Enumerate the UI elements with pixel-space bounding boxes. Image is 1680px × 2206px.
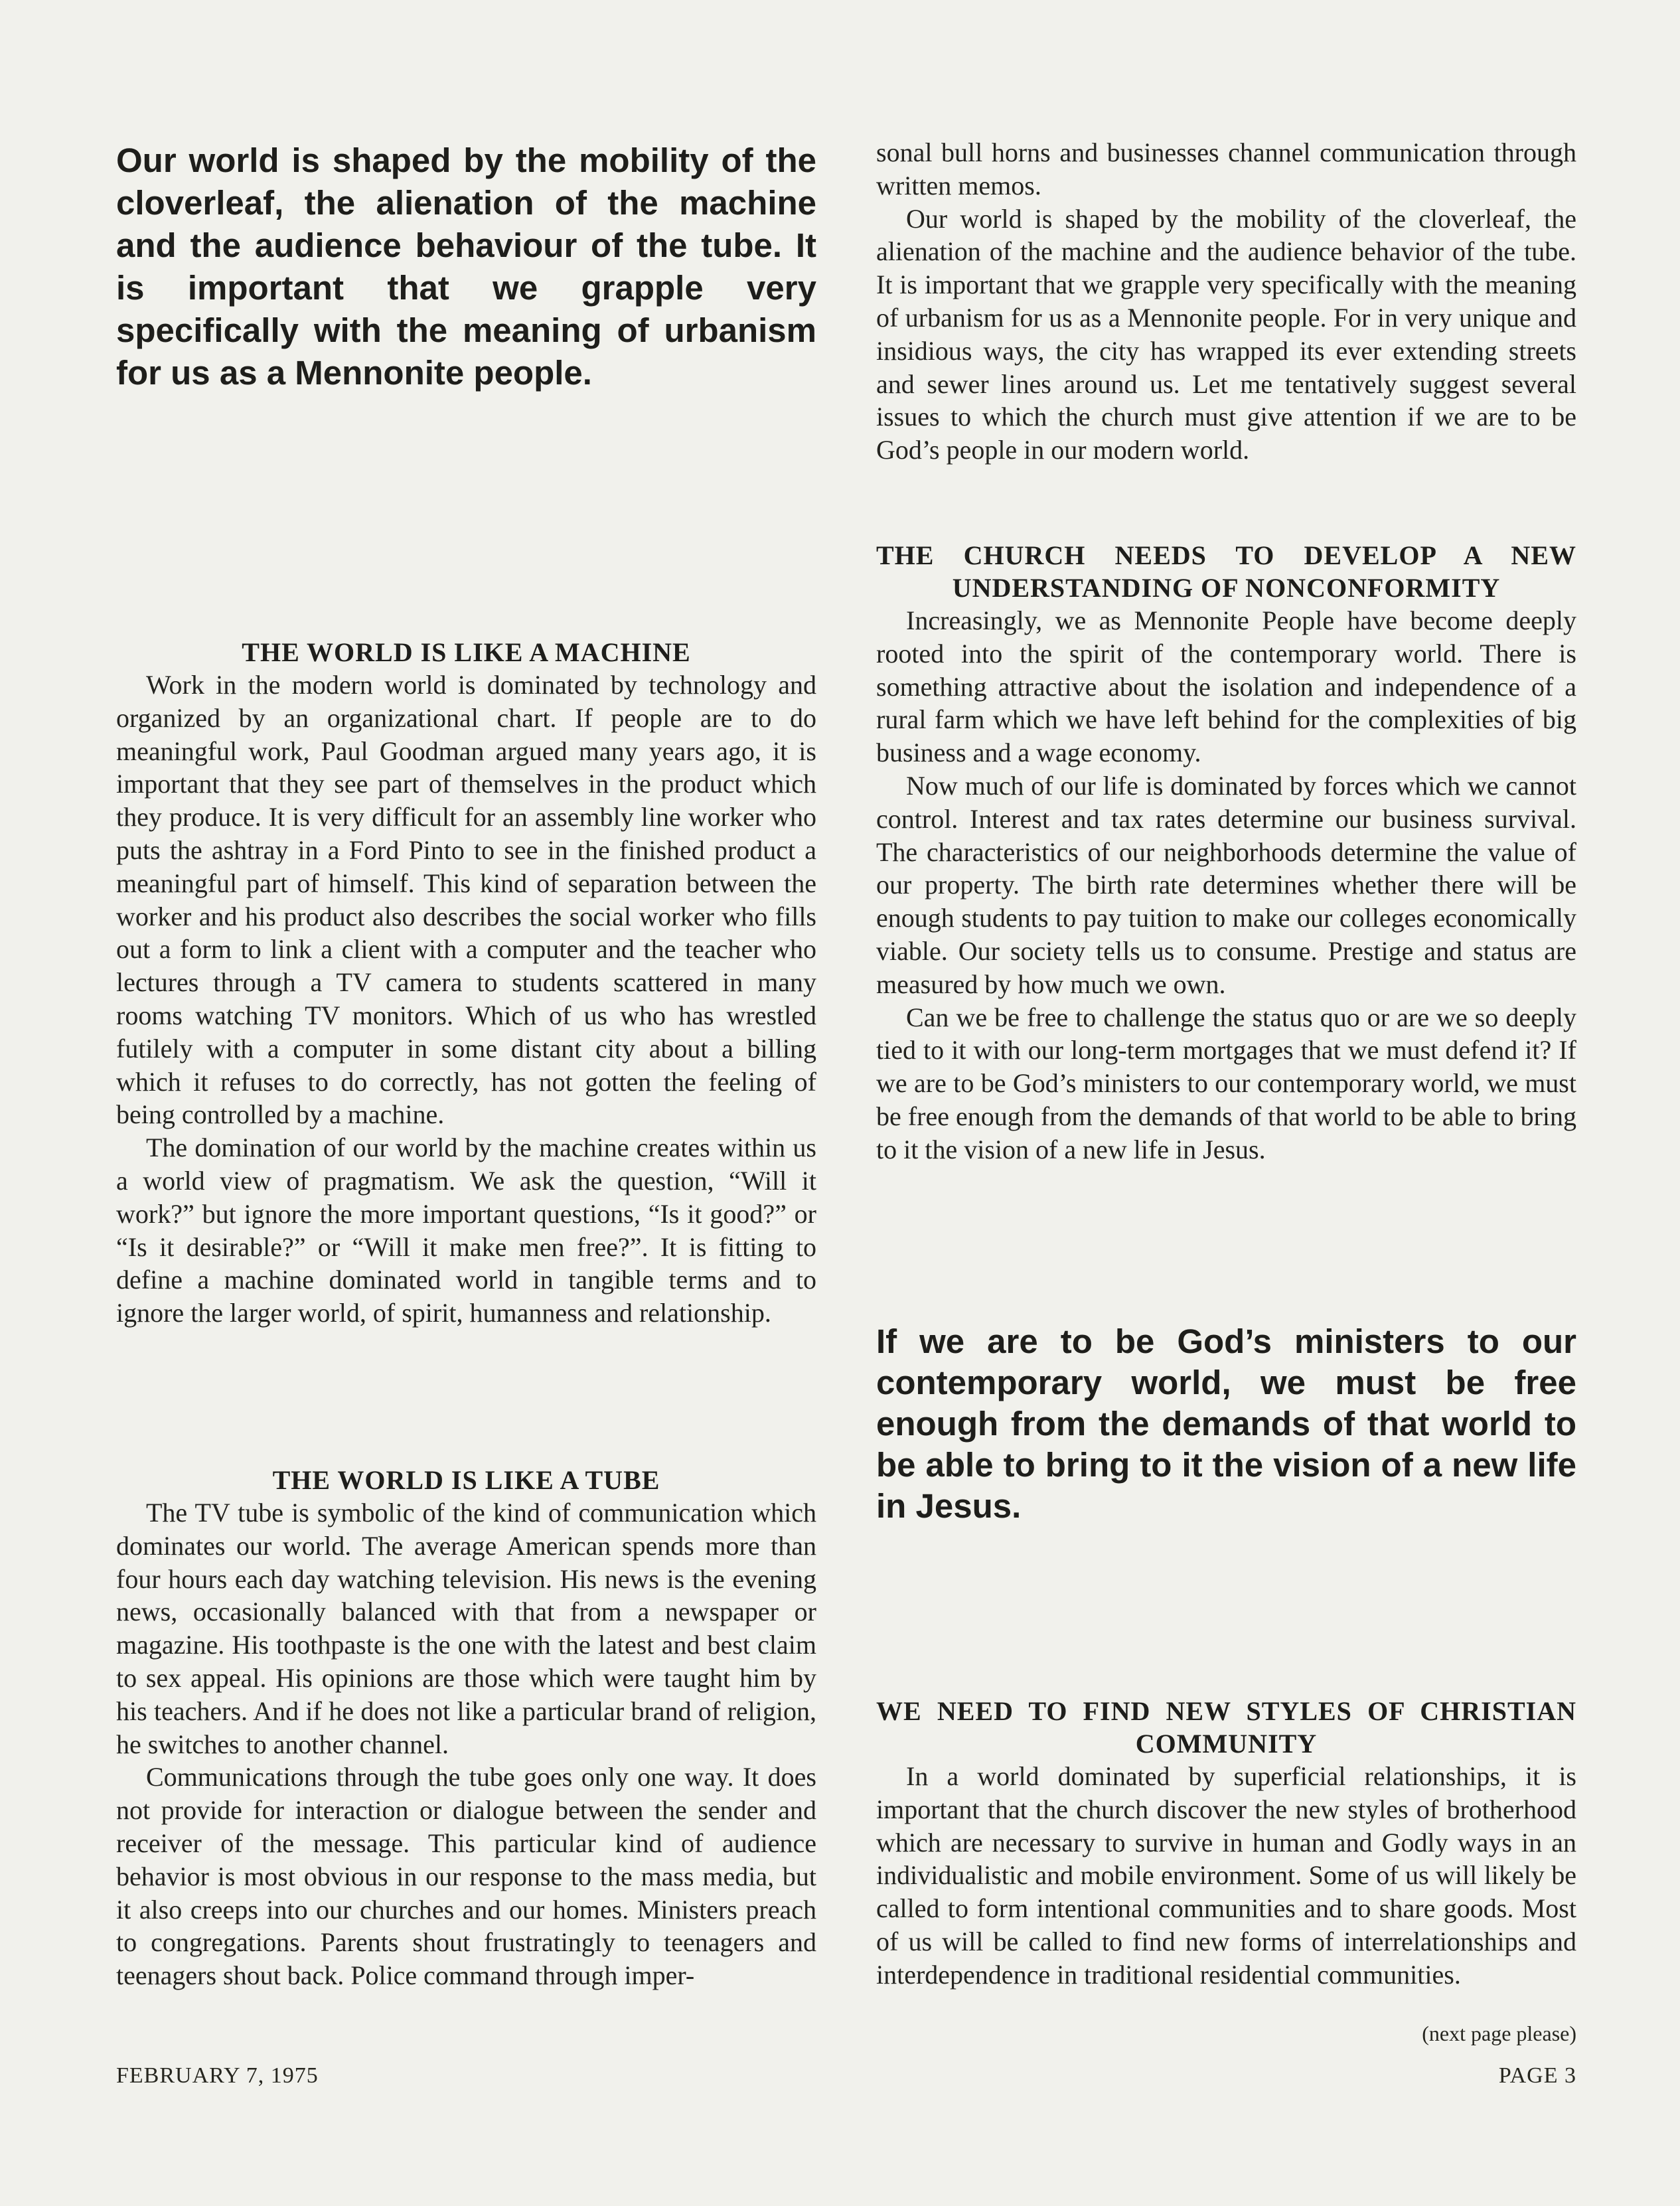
tube-paragraph-1: The TV tube is symbolic of the kind of communication which dominates our world. The average American spends more than four hours each day watching television. His news is the evening news, occasionally balanced with that from a newspaper or magazine. His toothpaste is the one with the latest and best claim to sex appeal. His opinions are those which were taught him by his teachers. And if he does not like a particular brand of religion, he switches to another channel. [116, 1498, 816, 1759]
section-machine [116, 636, 816, 1330]
heading-world-like-tube: THE WORLD IS LIKE A TUBE [272, 1465, 660, 1495]
heading-world-like-machine: THE WORLD IS LIKE A MACHINE [242, 637, 691, 667]
community-paragraph-1: In a world dominated by superficial relationships, it is important that the church discover the new styles of brotherhood which are necessary to survive in human and Godly ways in an individualistic and mobile environment. Some of us will likely be called to form intentional communities and to share goods. Most of us will be called to find new forms of interrelationships and interdependence in traditional residential communities. [876, 1761, 1576, 1990]
next-page-note: (next page please) [1422, 2021, 1576, 2045]
intro-paragraph-1: sonal bull horns and businesses channel communication through written memos. [876, 137, 1576, 200]
heading-church-nonconformity: THE CHURCH NEEDS TO DEVELOP A NEW UNDERSTANDING OF NONCONFORMITY [876, 540, 1576, 603]
nonconformity-paragraph-2: Now much of our life is dominated by forces which we cannot control. Interest and tax rates determine our business survival. The characteristics of our neighborhoods determine the value of our property. The birth rate determines whether there will be enough students to pay tuition to make our colleges economically viable. Our society tells us to consume. Prestige and status are measured by how much we own. [876, 770, 1576, 999]
section-tube [116, 1464, 816, 1992]
intro-block [876, 136, 1576, 467]
tube-paragraph-2: Communications through the tube goes only one way. It does not provide for interaction or dialogue between the sender and receiver of the message. This particular kind of audience behavior is most obvious in our response to the mass media, but it also creeps into our churches and our homes. Ministers preach to congregations. Parents shout frustratingly to teenagers and teenagers shout back. Police command through imper- [116, 1762, 816, 1991]
section-nonconformity [876, 539, 1576, 1166]
footer-date: FEBRUARY 7, 1975 [116, 2063, 319, 2088]
nonconformity-paragraph-1: Increasingly, we as Mennonite People have become deeply rooted into the spirit of the contemporary world. There is something attractive about the isolation and independence of a rural farm which we have left behind for the complexities of big business and a wage economy. [876, 605, 1576, 768]
pull-quote-ministers: If we are to be God’s ministers to our contemporary world, we must be free enough from the demands of that world to be able to bring to it the vision of a new life in Jesus. [876, 1322, 1576, 1525]
intro-paragraph-2: Our world is shaped by the mobility of the cloverleaf, the alienation of the machine and the audience behavior of the tube. It is important that we grapple very specifically with the meaning of urbanism for us as a Mennonite people. For in very unique and insidious ways, the city has wrapped its ever extending streets and sewer lines around us. Let me tentatively suggest several issues to which the church must give attention if we are to be God’s people in our modern world. [876, 203, 1576, 465]
machine-paragraph-2: The domination of our world by the machine creates within us a world view of pragmatism. We ask the question, “Will it work?” but ignore the more important questions, “Is it good?” or “Is it desirable?” or “Will it make men free?”. It is fitting to define a machine dominated world in tangible terms and to ignore the larger world, of spirit, humanness and relationship. [116, 1133, 816, 1328]
machine-paragraph-1: Work in the modern world is dominated by technology and organized by an organizational chart. If people are to do meaningful work, Paul Goodman argued many years ago, it is important that they see part of themselves in the product which they produce. It is very difficult for an assembly line worker who puts the ashtray in a Ford Pinto to see in the finished product a meaningful part of himself. This kind of separation between the worker and his product also describes the social worker who fills out a form to link a client with a computer and the teacher who lectures through a TV camera to students scattered in many rooms watching TV monitors. Which of us who has wrestled futilely with a computer in some distant city about a billing which it refuses to do correctly, has not gotten the feeling of being controlled by a machine. [116, 670, 816, 1130]
heading-christian-community: WE NEED TO FIND NEW STYLES OF CHRISTIAN COMMUNITY [876, 1696, 1576, 1759]
pull-quote-urbanism: Our world is shaped by the mobility of the cloverleaf, the alienation of the machine and the audience behaviour of the tube. It is important that we grapple very specifically with the meaning of urbanism for us as a Mennonite people. [116, 141, 816, 392]
nonconformity-paragraph-3: Can we be free to challenge the status quo or are we so deeply tied to it with our long-term mortgages that we must defend it? If we are to be God’s ministers to our contemporary world, we must be free enough from the demands of that world to be able to bring to it the vision of a new life in Jesus. [876, 1002, 1576, 1164]
footer-page-number: PAGE 3 [1498, 2063, 1576, 2088]
section-community [876, 1695, 1576, 1992]
